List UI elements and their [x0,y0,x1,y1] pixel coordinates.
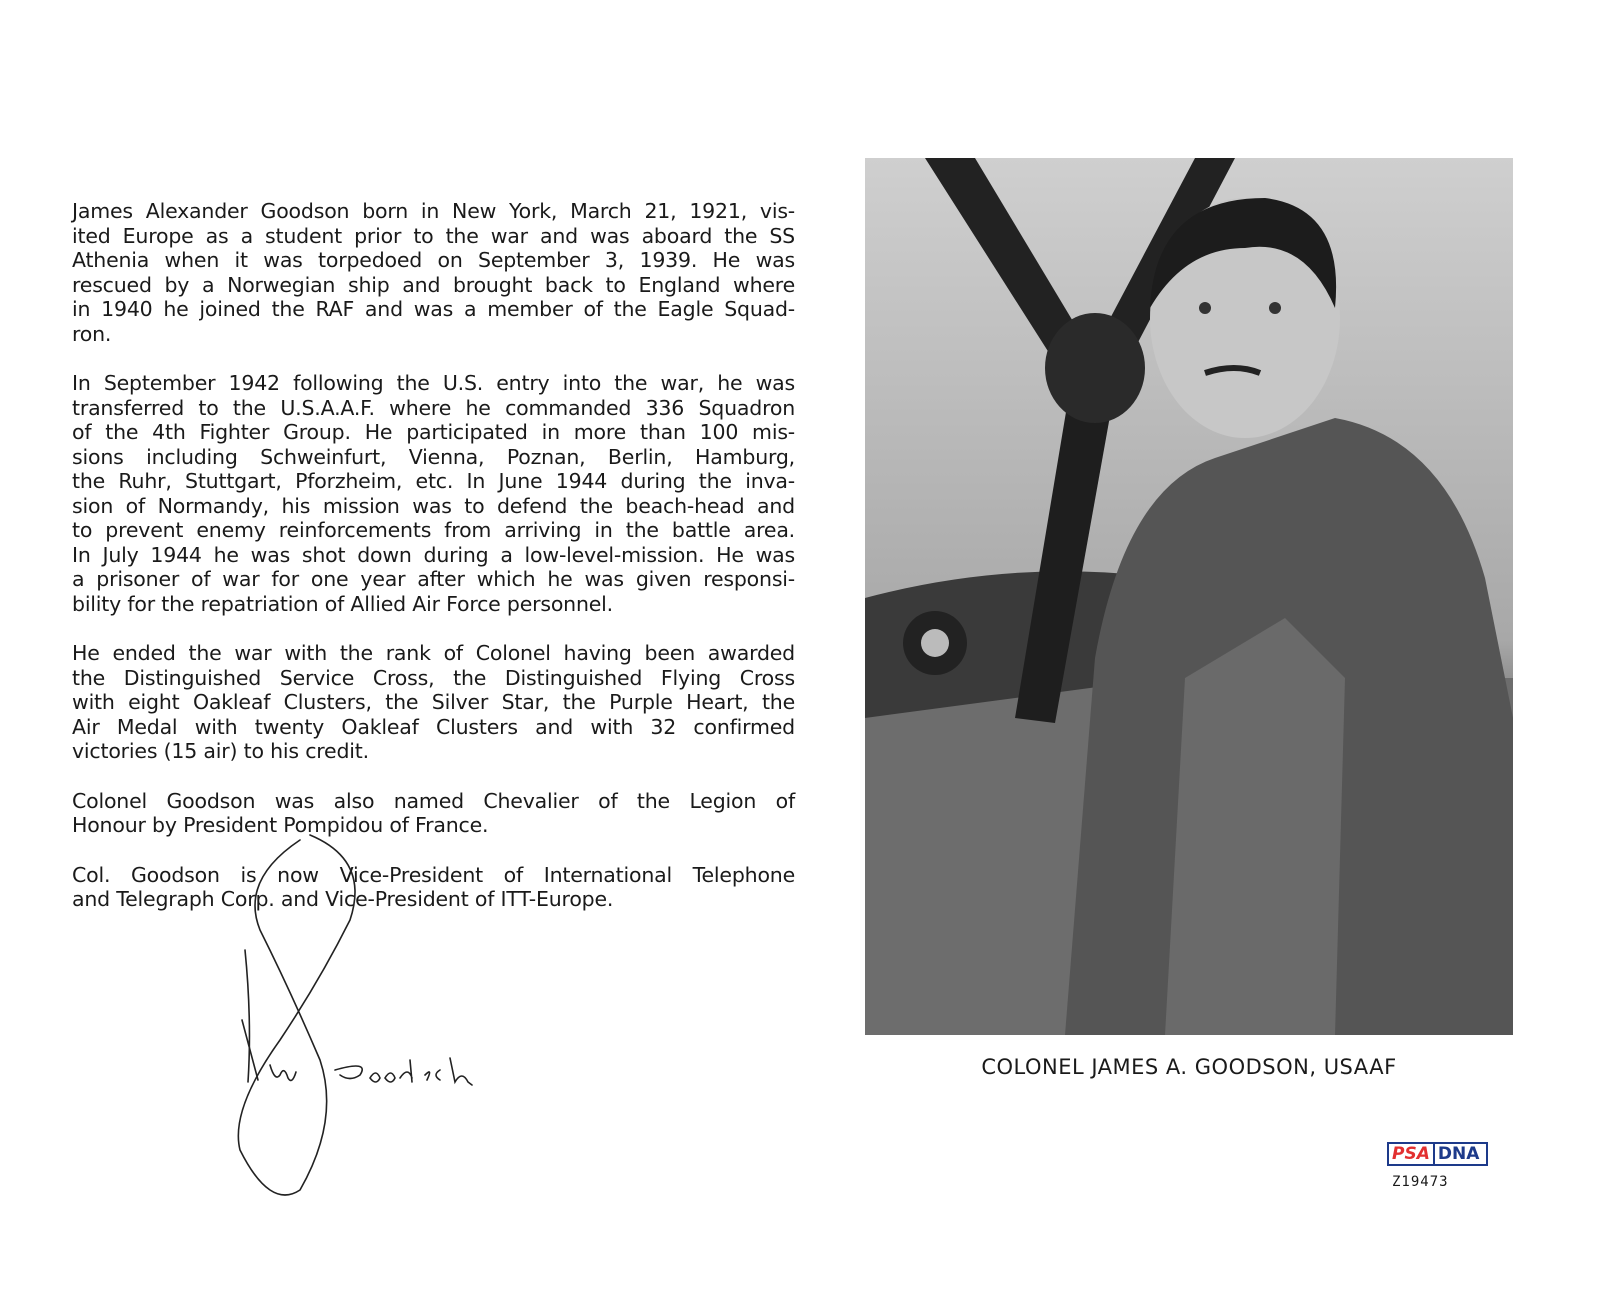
bio-line: In September 1942 following the U.S. entry into the war, he was [72,371,795,395]
bio-line: to prevent enemy reinforcements from arriving in the battle area. [72,518,795,542]
portrait-photo [865,158,1513,1035]
bio-paragraph [72,641,795,764]
bio-line: of the 4th Fighter Group. He participated in more than 100 mis- [72,420,795,444]
bio-line: Honour by President Pompidou of France. [72,813,489,837]
bio-line: in 1940 he joined the RAF and was a member of the Eagle Squad- [72,297,795,321]
bio-line: sions including Schweinfurt, Vienna, Poznan, Berlin, Hamburg, [72,444,795,469]
bio-line: a prisoner of war for one year after which he was given responsi- [72,567,795,591]
bio-line: victories (15 air) to his credit. [72,739,369,763]
psa-dna-sticker [1387,1142,1488,1166]
psa-logo-text: PSA [1389,1144,1435,1164]
bio-line: In July 1944 he was shot down during a low-level-mission. He was [72,542,795,567]
bio-paragraph [72,371,795,616]
bio-line: ited Europe as a student prior to the war and was aboard the SS [72,223,795,248]
bio-line: Col. Goodson is now Vice-President of International Telephone [72,862,795,887]
bio-line: ron. [72,321,112,346]
photo-caption: COLONEL JAMES A. GOODSON, USAAF [981,1055,1397,1079]
certificate-number: Z19473 [1392,1174,1449,1190]
bio-line: with eight Oakleaf Clusters, the Silver Star, the Purple Heart, the [72,690,795,714]
pilot-photo-image [865,158,1513,1035]
bio-line: sion of Normandy, his mission was to defend the beach-head and [72,493,795,518]
bio-line: rescued by a Norwegian ship and brought back to England where [72,272,795,297]
bio-line: He ended the war with the rank of Colonel having been awarded [72,641,795,665]
bio-paragraph [72,199,795,346]
bio-line: and Telegraph Corp. and Vice-President of ITT-Europe. [72,887,614,911]
bio-line: bility for the repatriation of Allied Air Force personnel. [72,591,613,616]
bio-line: Athenia when it was torpedoed on September 3, 1939. He was [72,248,795,272]
bio-line: James Alexander Goodson born in New York, March 21, 1921, vis- [72,199,795,223]
dna-logo-text: DNA [1437,1144,1480,1164]
bio-line: the Ruhr, Stuttgart, Pforzheim, etc. In June 1944 during the inva- [72,469,795,493]
bio-line: Air Medal with twenty Oakleaf Clusters and with 32 confirmed [72,714,795,739]
bio-line: Colonel Goodson was also named Chevalier of the Legion of [72,788,795,813]
bio-line: transferred to the U.S.A.A.F. where he commanded 336 Squadron [72,395,795,420]
signature [200,820,540,1200]
bio-line: the Distinguished Service Cross, the Distinguished Flying Cross [72,665,795,690]
